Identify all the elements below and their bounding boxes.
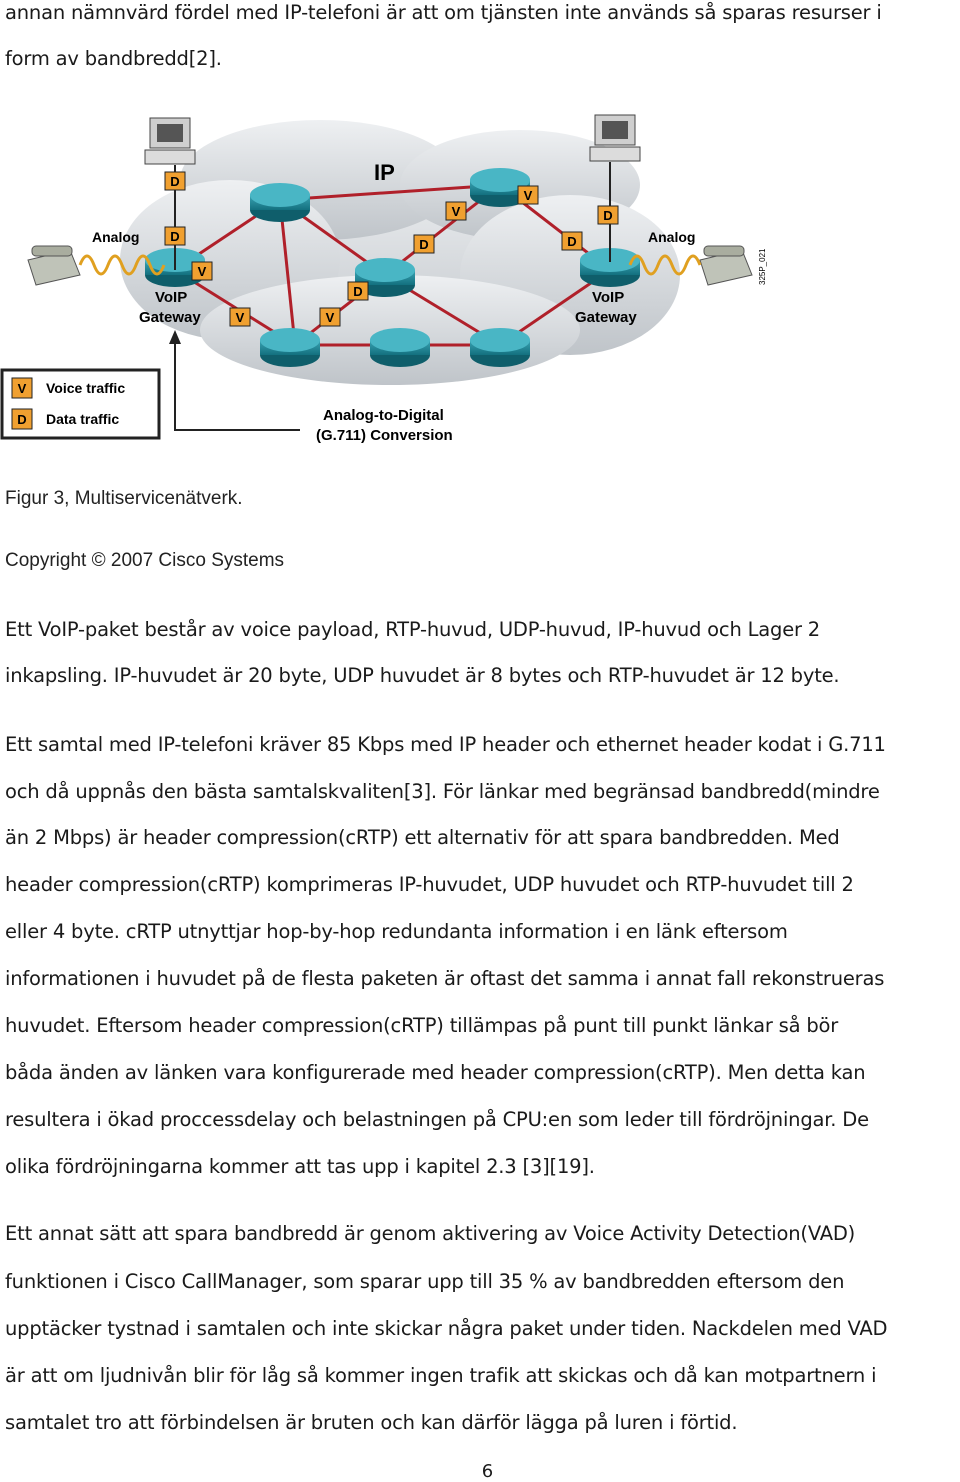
gateway-left-label-1: VoIP (155, 289, 188, 306)
analog-label-right: Analog (648, 229, 696, 245)
router-bottom-left (260, 328, 320, 367)
paragraph-3-line: upptäcker tystnad i samtalen och inte skickar några paket under tiden. Nackdelen med VAD (5, 1317, 888, 1340)
svg-text:V: V (523, 188, 533, 203)
tag-d (562, 232, 582, 250)
tag-d (598, 206, 618, 224)
paragraph-1-line: Ett VoIP-paket består av voice payload, RTP-huvud, UDP-huvud, IP-huvud och Lager 2 (5, 618, 821, 641)
paragraph-2-line: huvudet. Eftersom header compression(cRTP) tillämpas på punt till punkt länkar så bör (5, 1014, 839, 1037)
gateway-right-label-2: Gateway (575, 309, 637, 326)
svg-text:V: V (451, 204, 461, 219)
paragraph-2-line: Ett samtal med IP-telefoni kräver 85 Kbps med IP header och ethernet header kodat i G.711 (5, 733, 886, 756)
tag-v (192, 262, 212, 280)
svg-text:D: D (17, 412, 27, 427)
svg-text:D: D (603, 208, 613, 223)
gateway-left-label-2: Gateway (139, 309, 201, 326)
tag-d (348, 282, 368, 300)
paragraph-3-line: är att om ljudnivån blir för låg så kommer ingen trafik att skickas och då kan motpartnern i (5, 1364, 877, 1387)
paragraph-2-line: header compression(cRTP) komprimeras IP-huvudet, UDP huvudet och RTP-huvudet till 2 (5, 873, 854, 896)
tag-d (165, 172, 185, 190)
router-bottom-right (470, 328, 530, 367)
gateway-right-label-1: VoIP (592, 289, 625, 306)
svg-text:D: D (353, 284, 363, 299)
legend-box (2, 370, 159, 438)
figure-id: 325P_021 (758, 248, 767, 285)
svg-text:D: D (170, 174, 180, 189)
svg-text:V: V (197, 264, 207, 279)
conversion-label-1: Analog-to-Digital (323, 407, 444, 424)
analog-label-left: Analog (92, 229, 140, 245)
figure-copyright: Copyright © 2007 Cisco Systems (5, 550, 285, 571)
phone-left-icon (28, 246, 80, 285)
paragraph-3-line: samtalet tro att förbindelsen är bruten och kan därför lägga på luren i förtid. (5, 1411, 738, 1434)
tag-v (230, 308, 250, 326)
paragraph-3-line: Ett annat sätt att spara bandbredd är genom aktivering av Voice Activity Detection(VAD) (5, 1222, 856, 1245)
svg-text:V: V (235, 310, 245, 325)
tag-d (414, 235, 434, 253)
svg-text:V: V (17, 381, 27, 396)
figure-caption: Figur 3, Multiservicenätverk. (5, 488, 243, 509)
router-bottom-middle (370, 328, 430, 367)
cloud-label: IP (374, 160, 395, 185)
intro-line-1: annan nämnvärd fördel med IP-telefoni är att om tjänsten inte används så sparas resurser i (5, 1, 882, 24)
intro-line-2: form av bandbredd[2]. (5, 47, 222, 70)
paragraph-2-line: informationen i huvudet på de flesta paketen är oftast det samma i annat fall rekonstrueras (5, 967, 885, 990)
tag-v (320, 308, 340, 326)
svg-text:V: V (325, 310, 335, 325)
router-top-left (250, 183, 310, 222)
legend-data-label: Data traffic (46, 411, 120, 427)
paragraph-2-line: olika fördröjningarna kommer att tas upp i kapitel 2.3 [3][19]. (5, 1155, 595, 1178)
conversion-label-2: (G.711) Conversion (316, 427, 453, 444)
page-number: 6 (481, 1461, 494, 1482)
svg-text:D: D (170, 229, 180, 244)
multiservice-network-figure (0, 100, 780, 450)
tag-d (165, 227, 185, 245)
paragraph-2-line: och då uppnås den bästa samtalskvaliten[3]. För länkar med begränsad bandbredd(mindre (5, 780, 880, 803)
tag-v (518, 186, 538, 204)
tag-v (446, 202, 466, 220)
paragraph-3-line: funktionen i Cisco CallManager, som sparar upp till 35 % av bandbredden eftersom den (5, 1270, 845, 1293)
paragraph-2-line: eller 4 byte. cRTP utnyttjar hop-by-hop redundanta information i en länk eftersom (5, 920, 788, 943)
phone-right-icon (700, 246, 752, 285)
svg-text:D: D (419, 237, 429, 252)
legend-voice-label: Voice traffic (46, 380, 126, 396)
paragraph-2-line: resultera i ökad proccessdelay och belastningen på CPU:en som leder till fördröjningar. De (5, 1108, 869, 1131)
paragraph-2-line: än 2 Mbps) är header compression(cRTP) ett alternativ för att spara bandbredden. Med (5, 826, 840, 849)
paragraph-1-line: inkapsling. IP-huvudet är 20 byte, UDP huvudet är 8 bytes och RTP-huvudet är 12 byte. (5, 664, 840, 687)
paragraph-2-line: båda änden av länken vara konfigurerade med header compression(cRTP). Men detta kan (5, 1061, 866, 1084)
svg-text:D: D (567, 234, 577, 249)
